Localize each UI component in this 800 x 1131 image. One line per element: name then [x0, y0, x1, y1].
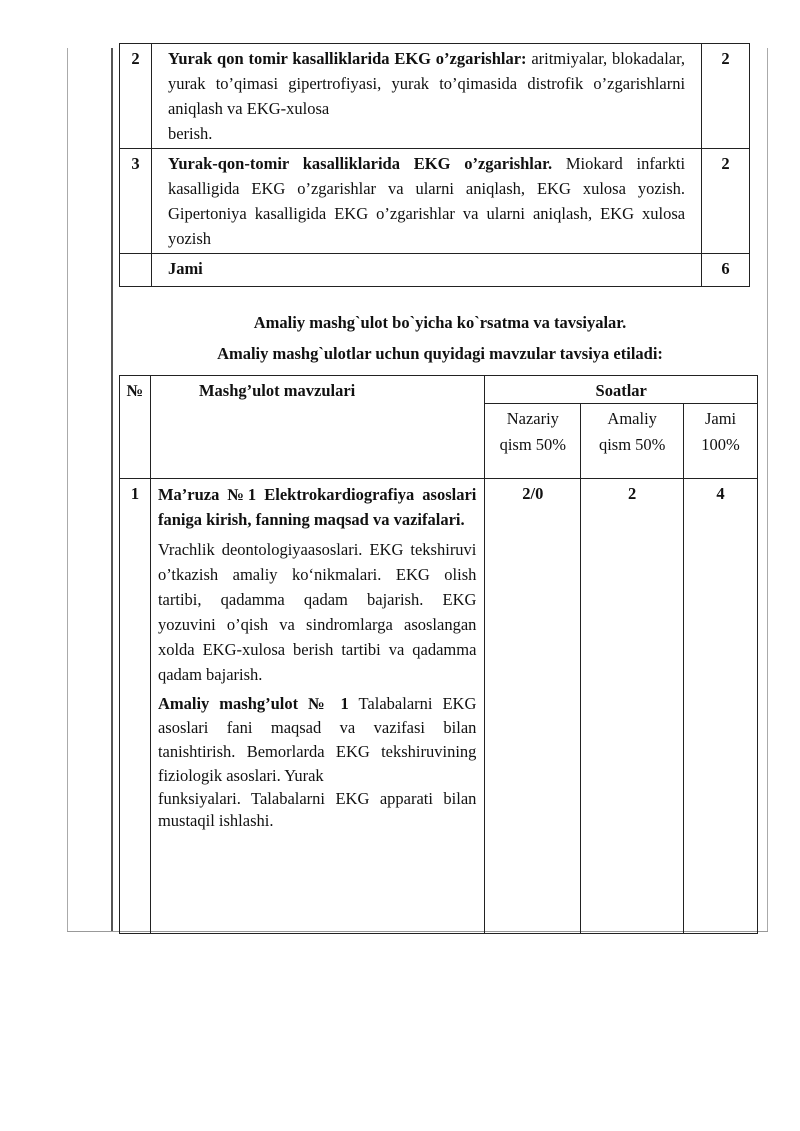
- amaliy-percent: qism 50%: [598, 435, 666, 454]
- row-number: 1: [120, 479, 151, 934]
- table-row: [120, 479, 758, 934]
- left-border-line: [111, 48, 113, 931]
- total-hours: 6: [702, 254, 750, 287]
- section-heading: Amaliy mashg`ulot bo`yicha ko`rsatma va tavsiyalar.: [253, 313, 627, 332]
- lecture-text: Vrachlik deontologiyaasoslari. EKG tekshiruvi o’tkazish amaliy ko‘nikmalari. EKG olish tartibi, qadamma qadam bajarish. EKG yozuvini o’qish va sindromlarga asoslangan xolda EKG-xulosa berish tartibi va qadamma qadam bajarish.: [157, 540, 477, 684]
- row-number: 2: [120, 44, 152, 149]
- total-row: [120, 254, 750, 287]
- row-amaliy-hours: 2: [581, 479, 684, 934]
- row-text: Miokard infarkti kasalligida EKG o’zgarishlar va ularni aniqlash, EKG xulosa yozish. Gipertoniya kasalligida EKG o’zgarishlar va ularni aniqlash, EKG xulosa yozish: [167, 154, 686, 248]
- right-border-line: [767, 48, 768, 931]
- row-hours: 2: [702, 149, 750, 254]
- column-header-number: №: [120, 376, 151, 479]
- column-header-topics: Mashg’ulot mavzulari: [150, 376, 484, 479]
- practical-title: Amaliy mashg’ulot № 1: [157, 694, 349, 713]
- row-topic: [151, 149, 701, 254]
- section-subheading: Amaliy mashg`ulotlar uchun quyidagi mavzular tavsiya etiladi:: [217, 344, 663, 363]
- nazariy-percent: qism 50%: [499, 435, 567, 454]
- jami-percent: 100%: [701, 435, 740, 454]
- jami-label: Jami: [704, 409, 737, 428]
- row-hours: 2: [702, 44, 750, 149]
- header-row: [120, 376, 758, 404]
- row-total-hours: 4: [684, 479, 758, 934]
- practical-block: [158, 692, 476, 788]
- column-header-amaliy: [581, 404, 684, 479]
- row-text: aritmiyalar, blokadalar, yurak to’qimasi gipertrofiyasi, yurak to’qimasida distrofik o’zgarishlarni aniqlash va EKG-xulosa: [167, 49, 686, 118]
- total-label: Jami: [151, 254, 701, 287]
- table-row: [120, 149, 750, 254]
- column-header-hours: Soatlar: [485, 376, 758, 404]
- row-nazariy-hours: 2/0: [485, 479, 581, 934]
- empty-cell: [120, 254, 152, 287]
- row-title: Yurak qon tomir kasalliklarida EKG o’zgarishlar:: [167, 49, 527, 68]
- lecture-title: Ma’ruza №1 Elektrokardiografiya asoslari faniga kirish, fanning maqsad va vazifalari.: [157, 485, 477, 529]
- row-text-tail: berish.: [167, 124, 213, 143]
- practical-text: Talabalarni EKG asoslari fani maqsad va vazifasi bilan tanishtirish. Bemorlarda EKG tekshiruvining fiziologik asoslari. Yurak: [157, 694, 477, 785]
- row-topic: [150, 479, 484, 934]
- nazariy-label: Nazariy: [506, 409, 559, 428]
- practical-text-end: funksiyalari. Talabalarni EKG apparati bilan mustaqil ishlashi.: [157, 789, 477, 830]
- topics-table-2: [119, 375, 758, 934]
- topics-table-1: [119, 43, 750, 287]
- amaliy-label: Amaliy: [607, 409, 657, 428]
- column-header-jami: [684, 404, 758, 479]
- table-row: [120, 44, 750, 149]
- left-margin-line: [67, 48, 68, 931]
- row-topic: [151, 44, 701, 149]
- column-header-nazariy: [485, 404, 581, 479]
- row-number: 3: [120, 149, 152, 254]
- row-title: Yurak-qon-tomir kasalliklarida EKG o’zgarishlar.: [167, 154, 553, 173]
